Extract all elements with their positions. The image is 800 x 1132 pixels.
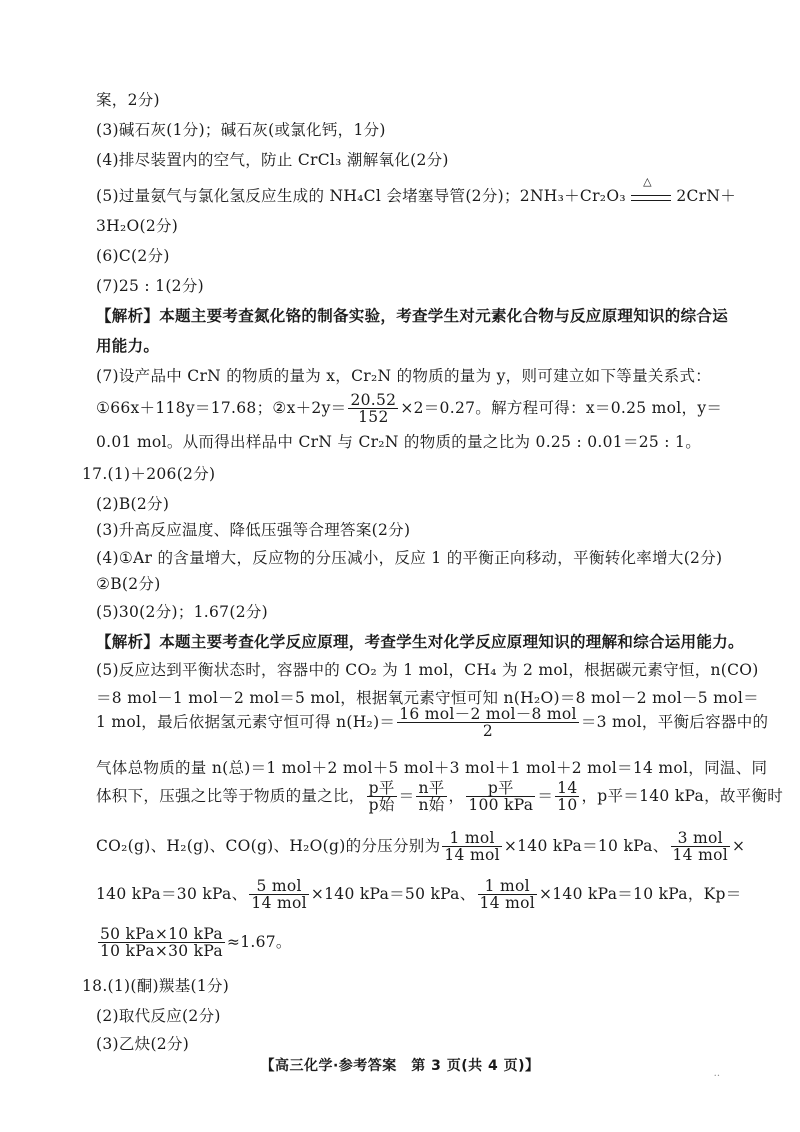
text-line: (7)25 : 1(2分) xyxy=(96,277,204,295)
text-line: $\frac{\text{50 kPa×10 kPa}}{\text{10 kPa×30 kPa}}$ ≈1.67。 xyxy=(100,925,292,961)
text-line: (7)设产品中 CrN 的物质的量为 x，Cr₂N 的物质的量为 y，则可建立如下等量关系式： xyxy=(96,367,712,385)
fraction: $\frac{\text{1 mol}}{\text{14 mol}}$ xyxy=(444,829,500,865)
text-line: 3H₂O(2分) xyxy=(96,217,179,235)
text-line: (3)碱石灰(1分)；碱石灰(或氯化钙，1分) xyxy=(96,121,386,139)
fraction: $\frac{\text{3 mol}}{\text{14 mol}}$ xyxy=(672,829,728,865)
fraction: $\frac{\text{p平}}{\text{100 kPa}}$ xyxy=(468,779,534,815)
page-footer: 【高三化学·参考答案 第 3 页(共 4 页)】 xyxy=(260,1058,540,1074)
equation-right: 2CrN＋ xyxy=(676,187,737,205)
text-line: CO₂(g)、H₂(g)、CO(g)、H₂O(g)的分压分别为 $\frac{\text{1 mol}}{\text{14 mol}}$ ×140 kPa＝10 kPa、 $\frac{\text{3 mol}}{\text{14 mol}}$ × xyxy=(96,829,746,865)
text-line: (6)C(2分) xyxy=(96,247,170,265)
analysis-heading: 【解析】本题主要考查化学反应原理，考查学生对化学反应原理知识的理解和综合运用能力。 xyxy=(96,632,744,651)
text-line: 气体总物质的量 n(总)＝1 mol＋2 mol＋5 mol＋3 mol＋1 mol＋2 mol＝14 mol，同温、同 xyxy=(96,759,768,777)
text-line: 0.01 mol。从而得出样品中 CrN 与 Cr₂N 的物质的量之比为 0.25 : 0.01＝25 : 1。 xyxy=(96,433,701,451)
question-number: 17.(1)＋206(2分) xyxy=(82,465,216,483)
text-line: ①66x＋118y＝17.68；②x＋2y＝ $\frac{20.52}{152}$ ×2＝0.27。解方程可得：x＝0.25 mol，y＝ xyxy=(96,391,723,427)
fraction: $\frac{\text{n平}}{\text{n始}}$ xyxy=(418,779,445,815)
text-line: (3)乙炔(2分) xyxy=(96,1035,190,1053)
text-line: 案，2分) xyxy=(96,91,160,109)
reaction-arrow xyxy=(631,175,671,201)
fraction: $\frac{14}{10}$ xyxy=(557,779,578,815)
equation-left: (5)过量氨气与氯化氢反应生成的 NH₄Cl 会堵塞导管(2分)；2NH₃＋Cr₂O₃ xyxy=(96,187,626,205)
text-line: ②B(2分) xyxy=(96,575,161,593)
text-line: (2)B(2分) xyxy=(96,495,170,513)
text-line xyxy=(96,175,737,206)
analysis-heading: 【解析】本题主要考查氮化铬的制备实验，考查学生对元素化合物与反应原理知识的综合运 xyxy=(96,306,729,325)
question-number: 18.(1)(酮)羰基(1分) xyxy=(82,977,230,995)
fraction: $\frac{\text{5 mol}}{\text{14 mol}}$ xyxy=(251,877,307,913)
fraction: $\frac{\text{p平}}{\text{p始}}$ xyxy=(368,779,395,815)
text-line: (4)①Ar 的含量增大，反应物的分压减小，反应 1 的平衡正向移动，平衡转化率增大(2分) xyxy=(96,549,723,567)
heat-condition-icon: △ xyxy=(643,175,652,188)
fraction: $\frac{\text{16 mol－2 mol－8 mol}}{2}$ xyxy=(399,705,577,741)
analysis-heading: 用能力。 xyxy=(96,336,160,355)
fraction: $\frac{\text{1 mol}}{\text{14 mol}}$ xyxy=(479,877,535,913)
text-line: (5)反应达到平衡状态时，容器中的 CO₂ 为 1 mol，CH₄ 为 2 mol，根据碳元素守恒，n(CO) xyxy=(96,661,759,679)
corner-mark: .. xyxy=(713,1068,720,1079)
fraction: $\frac{20.52}{152}$ xyxy=(350,391,397,427)
text-line: 体积下，压强之比等于物质的量之比， $\frac{\text{p平}}{\text{p始}}$ ＝ $\frac{\text{n平}}{\text{n始}}$ ， $\frac{\text{p平}}{\text{100 kPa}}$ ＝ $\frac{14}{10}$ ，p平＝140 kPa，故平衡时 xyxy=(96,779,784,815)
text-line: (3)升高反应温度、降低压强等合理答案(2分) xyxy=(96,521,411,539)
text-line: 140 kPa＝30 kPa、 $\frac{\text{5 mol}}{\text{14 mol}}$ ×140 kPa＝50 kPa、 $\frac{\text{1 mol}}{\text{14 mol}}$ ×140 kPa＝10 kPa，Kp＝ xyxy=(96,877,742,913)
text-line: ＝8 mol－1 mol－2 mol＝5 mol，根据氧元素守恒可知 n(H₂O)＝8 mol－2 mol－5 mol＝ xyxy=(96,689,759,707)
fraction: $\frac{\text{50 kPa×10 kPa}}{\text{10 kPa×30 kPa}}$ xyxy=(100,925,223,961)
text-line: (2)取代反应(2分) xyxy=(96,1007,221,1025)
text-line: (4)排尽装置内的空气，防止 CrCl₃ 潮解氧化(2分) xyxy=(96,151,449,169)
text-line: (5)30(2分)；1.67(2分) xyxy=(96,603,269,621)
text-line: 1 mol，最后依据氢元素守恒可得 n(H₂)＝ $\frac{\text{16 mol－2 mol－8 mol}}{2}$ ＝3 mol，平衡后容器中的 xyxy=(96,705,769,741)
